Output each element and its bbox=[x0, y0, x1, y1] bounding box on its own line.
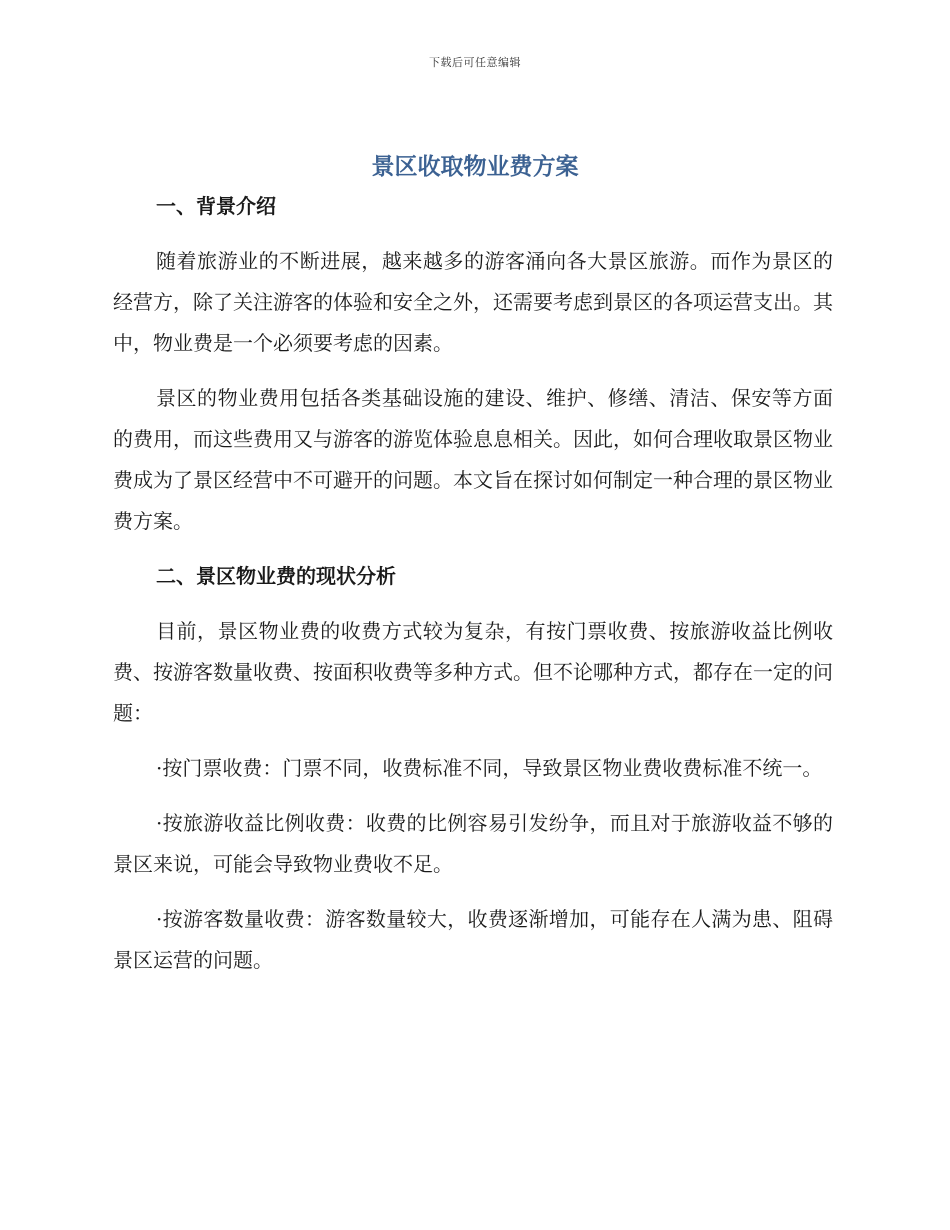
section-heading-background: 一、背景介绍 bbox=[156, 194, 276, 218]
paragraph-status-analysis: 目前，景区物业费的收费方式较为复杂，有按门票收费、按旅游收益比例收费、按游客数量收费、按面积收费等多种方式。但不论哪种方式，都存在一定的问题： bbox=[113, 619, 833, 725]
document-title: 景区收取物业费方案 bbox=[371, 154, 579, 180]
bullet-item-ticket-fee: ·按门票收费：门票不同，收费标准不同，导致景区物业费收费标准不统一。 bbox=[156, 756, 823, 780]
bullet-item-revenue-ratio: ·按旅游收益比例收费：收费的比例容易引发纷争，而且对于旅游收益不够的景区来说，可能会导致物业费收不足。 bbox=[113, 811, 833, 876]
paragraph-background-2: 景区的物业费用包括各类基础设施的建设、维护、修缮、清洁、保安等方面的费用，而这些费用又与游客的游览体验息息相关。因此，如何合理收取景区物业费成为了景区经营中不可避开的问题。本文旨在探讨如何制定一种合理的景区物业费方案。 bbox=[113, 386, 833, 533]
section-heading-status-analysis: 二、景区物业费的现状分析 bbox=[156, 564, 396, 588]
document-body bbox=[113, 186, 833, 981]
bullet-item-visitor-count: ·按游客数量收费：游客数量较大，收费逐渐增加，可能存在人满为患、阻碍景区运营的问题。 bbox=[113, 907, 833, 972]
header-note: 下载后可任意编辑 bbox=[429, 56, 521, 69]
paragraph-background-1: 随着旅游业的不断进展，越来越多的游客涌向各大景区旅游。而作为景区的经营方，除了关注游客的体验和安全之外，还需要考虑到景区的各项运营支出。其中，物业费是一个必须要考虑的因素。 bbox=[113, 249, 833, 355]
